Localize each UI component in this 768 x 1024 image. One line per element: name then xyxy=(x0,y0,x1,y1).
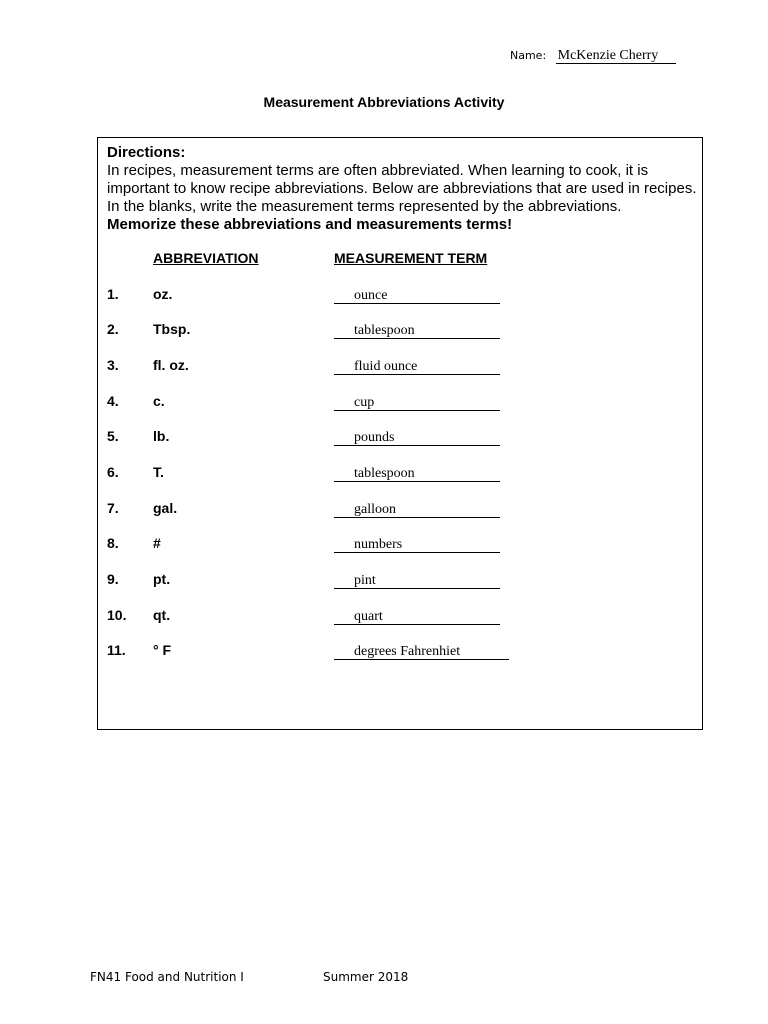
measurement-term-blank[interactable]: galloon xyxy=(334,502,500,518)
directions-heading: Directions: xyxy=(107,144,186,161)
abbreviation: oz. xyxy=(153,286,173,302)
list-item xyxy=(98,607,698,625)
measurement-term-blank[interactable]: degrees Fahrenhiet xyxy=(334,644,509,660)
item-number: 5. xyxy=(107,428,119,444)
footer-course: FN41 Food and Nutrition I xyxy=(90,970,244,984)
name-line xyxy=(510,46,676,64)
abbreviation: Tbsp. xyxy=(153,321,191,337)
list-item xyxy=(98,321,698,339)
item-number: 1. xyxy=(107,286,119,302)
item-number: 11. xyxy=(107,642,126,658)
item-number: 9. xyxy=(107,571,119,587)
item-number: 6. xyxy=(107,464,119,480)
name-field[interactable]: McKenzie Cherry xyxy=(556,49,677,64)
measurement-term-blank[interactable]: fluid ounce xyxy=(334,359,500,375)
list-item xyxy=(98,393,698,411)
page-title: Measurement Abbreviations Activity xyxy=(263,94,505,110)
list-item xyxy=(98,500,698,518)
directions-emphasis: Memorize these abbreviations and measurements terms! xyxy=(107,216,513,233)
name-label: Name: xyxy=(510,49,547,62)
footer-term: Summer 2018 xyxy=(323,970,409,984)
abbreviation: # xyxy=(153,535,161,551)
measurement-term-blank[interactable]: cup xyxy=(334,395,500,411)
abbreviation: pt. xyxy=(153,571,171,587)
abbreviation: lb. xyxy=(153,428,170,444)
abbreviation: c. xyxy=(153,393,165,409)
list-item xyxy=(98,642,698,660)
column-header-measurement-term: MEASUREMENT TERM xyxy=(334,250,488,266)
measurement-term-blank[interactable]: quart xyxy=(334,609,500,625)
list-item xyxy=(98,286,698,304)
item-number: 4. xyxy=(107,393,119,409)
item-number: 7. xyxy=(107,500,119,516)
list-item xyxy=(98,571,698,589)
measurement-term-blank[interactable]: numbers xyxy=(334,537,500,553)
abbreviation: qt. xyxy=(153,607,171,623)
item-number: 3. xyxy=(107,357,119,373)
abbreviation: ° F xyxy=(153,642,172,658)
list-item xyxy=(98,357,698,375)
list-item xyxy=(98,535,698,553)
directions-text: In recipes, measurement terms are often abbreviated. When learning to cook, it is important to know recipe abbreviations. Below are abbreviations that are used in recipes. In the blanks, write the measurement terms represented by the abbreviations. xyxy=(107,162,697,215)
list-item xyxy=(98,428,698,446)
column-header-abbreviation: ABBREVIATION xyxy=(153,250,259,266)
measurement-term-blank[interactable]: tablespoon xyxy=(334,466,500,482)
list-item xyxy=(98,464,698,482)
item-number: 10. xyxy=(107,607,127,623)
measurement-term-blank[interactable]: pint xyxy=(334,573,500,589)
measurement-term-blank[interactable]: pounds xyxy=(334,430,500,446)
item-number: 2. xyxy=(107,321,119,337)
abbreviation: gal. xyxy=(153,500,178,516)
measurement-term-blank[interactable]: ounce xyxy=(334,288,500,304)
activity-box xyxy=(97,137,703,730)
item-number: 8. xyxy=(107,535,119,551)
measurement-term-blank[interactable]: tablespoon xyxy=(334,323,500,339)
directions xyxy=(107,144,697,234)
abbreviation: fl. oz. xyxy=(153,357,189,373)
abbreviation: T. xyxy=(153,464,164,480)
